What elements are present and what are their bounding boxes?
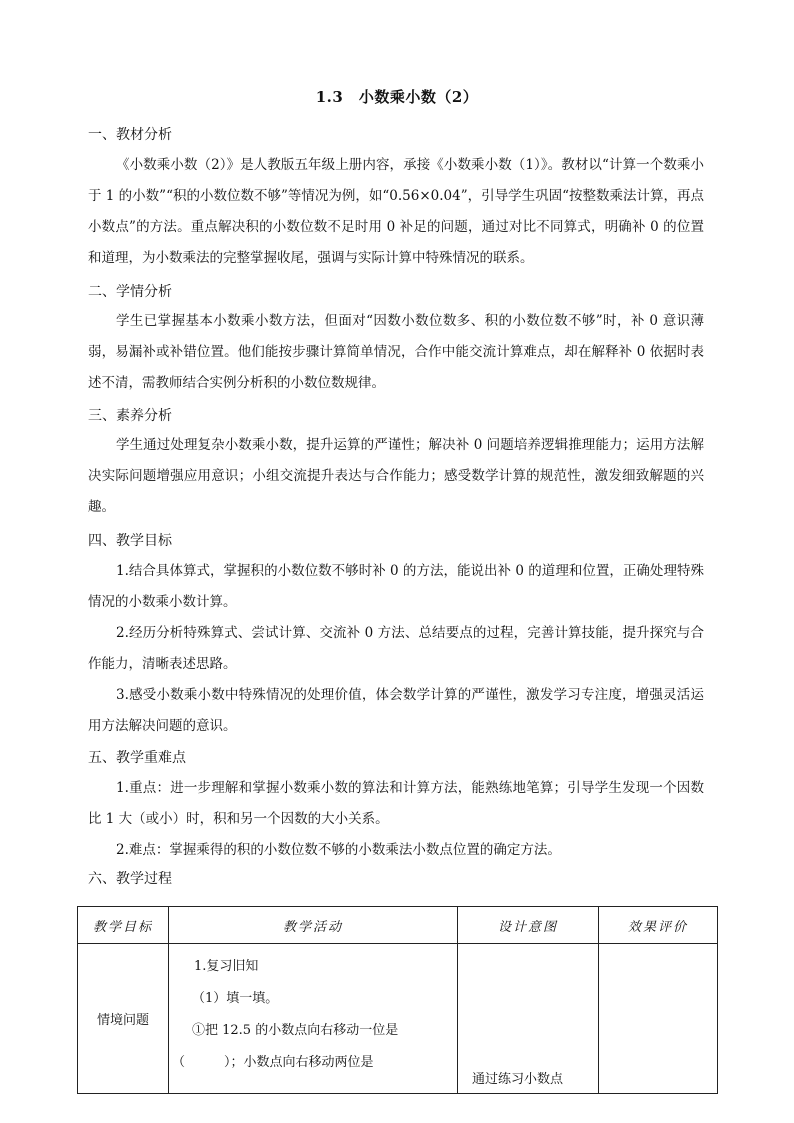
table-row [78, 944, 718, 1094]
section-heading-student-analysis: 二、学情分析 [88, 284, 172, 300]
table-header-cell: 教学目标 [78, 907, 169, 944]
key-point-item: 2.难点：掌握乘得的积的小数位数不够的小数乘法小数点位置的确定方法。 [116, 842, 561, 858]
section-heading-textbook-analysis: 一、教材分析 [88, 127, 172, 143]
teaching-goal-item: 3.感受小数乘小数中特殊情况的处理价值，体会数学计算的严谨性，激发学习专注度，增强灵活运用方法解决问题的意识。 [88, 687, 704, 734]
evaluation-cell [599, 944, 718, 1094]
teaching-goal-item: 1.结合具体算式，掌握积的小数位数不够时补 0 的方法，能说出补 0 的道理和位置，正确处理特殊情况的小数乘小数计算。 [88, 563, 704, 610]
textbook-analysis-paragraph: 《小数乘小数（2）》是人教版五年级上册内容，承接《小数乘小数（1）》。教材以“计算一个数乘小于 1 的小数”“积的小数位数不够”等情况为例，如“0.56×0.04”，引导学生巩固“按整数乘法计算，再点小数点”的方法。重点解决积的小数位数不足时用 0 补足的问题，通过对比不同算式，明确补 0 的位置和道理，为小数乘法的完整掌握收尾，强调与实际计算中特殊情况的联系。 [88, 157, 705, 266]
key-point-item: 1.重点：进一步理解和掌握小数乘小数的算法和计算方法，能熟练地笔算；引导学生发现一个因数比 1 大（或小）时，积和另一个因数的大小关系。 [88, 780, 704, 827]
table-header-cell: 设计意图 [458, 907, 599, 944]
table-header-cell: 教学活动 [169, 907, 458, 944]
section-heading-teaching-process: 六、教学过程 [88, 871, 172, 887]
activity-cell [169, 944, 458, 1094]
goal-cell: 情境问题 [78, 944, 169, 1094]
teaching-goal-item: 2.经历分析特殊算式、尝试计算、交流补 0 方法、总结要点的过程，完善计算技能，提升探究与合作能力，清晰表述思路。 [88, 625, 704, 672]
literacy-analysis-paragraph: 学生通过处理复杂小数乘小数，提升运算的严谨性；解决补 0 问题培养逻辑推理能力；运用方法解决实际问题增强应用意识；小组交流提升表达与合作能力；感受数学计算的规范性，激发细致解题的兴趣。 [88, 437, 704, 515]
section-heading-teaching-goals: 四、教学目标 [88, 533, 172, 549]
table-header-cell: 效果评价 [599, 907, 718, 944]
table-header-row [78, 907, 718, 944]
activity-line: （1）填一填。 [192, 991, 279, 1006]
activity-line: 1.复习旧知 [194, 959, 259, 974]
intent-cell: 通过练习小数点 [458, 944, 599, 1094]
student-analysis-paragraph: 学生已掌握基本小数乘小数方法，但面对“因数小数位数多、积的小数位数不够”时，补 0 意识薄弱，易漏补或补错位置。他们能按步骤计算简单情况，合作中能交流计算难点，却在解释补 0 依据时表述不清，需教师结合实例分析积的小数位数规律。 [88, 313, 704, 391]
activity-line: ①把 12.5 的小数点向右移动一位是 [192, 1023, 399, 1038]
activity-line: （ ）；小数点向右移动两位是 [172, 1055, 374, 1070]
section-heading-key-points: 五、教学重难点 [88, 750, 186, 766]
teaching-process-table [77, 906, 718, 1094]
page-title: 1.3 小数乘小数（2） [315, 88, 479, 106]
section-heading-literacy-analysis: 三、素养分析 [88, 408, 172, 424]
